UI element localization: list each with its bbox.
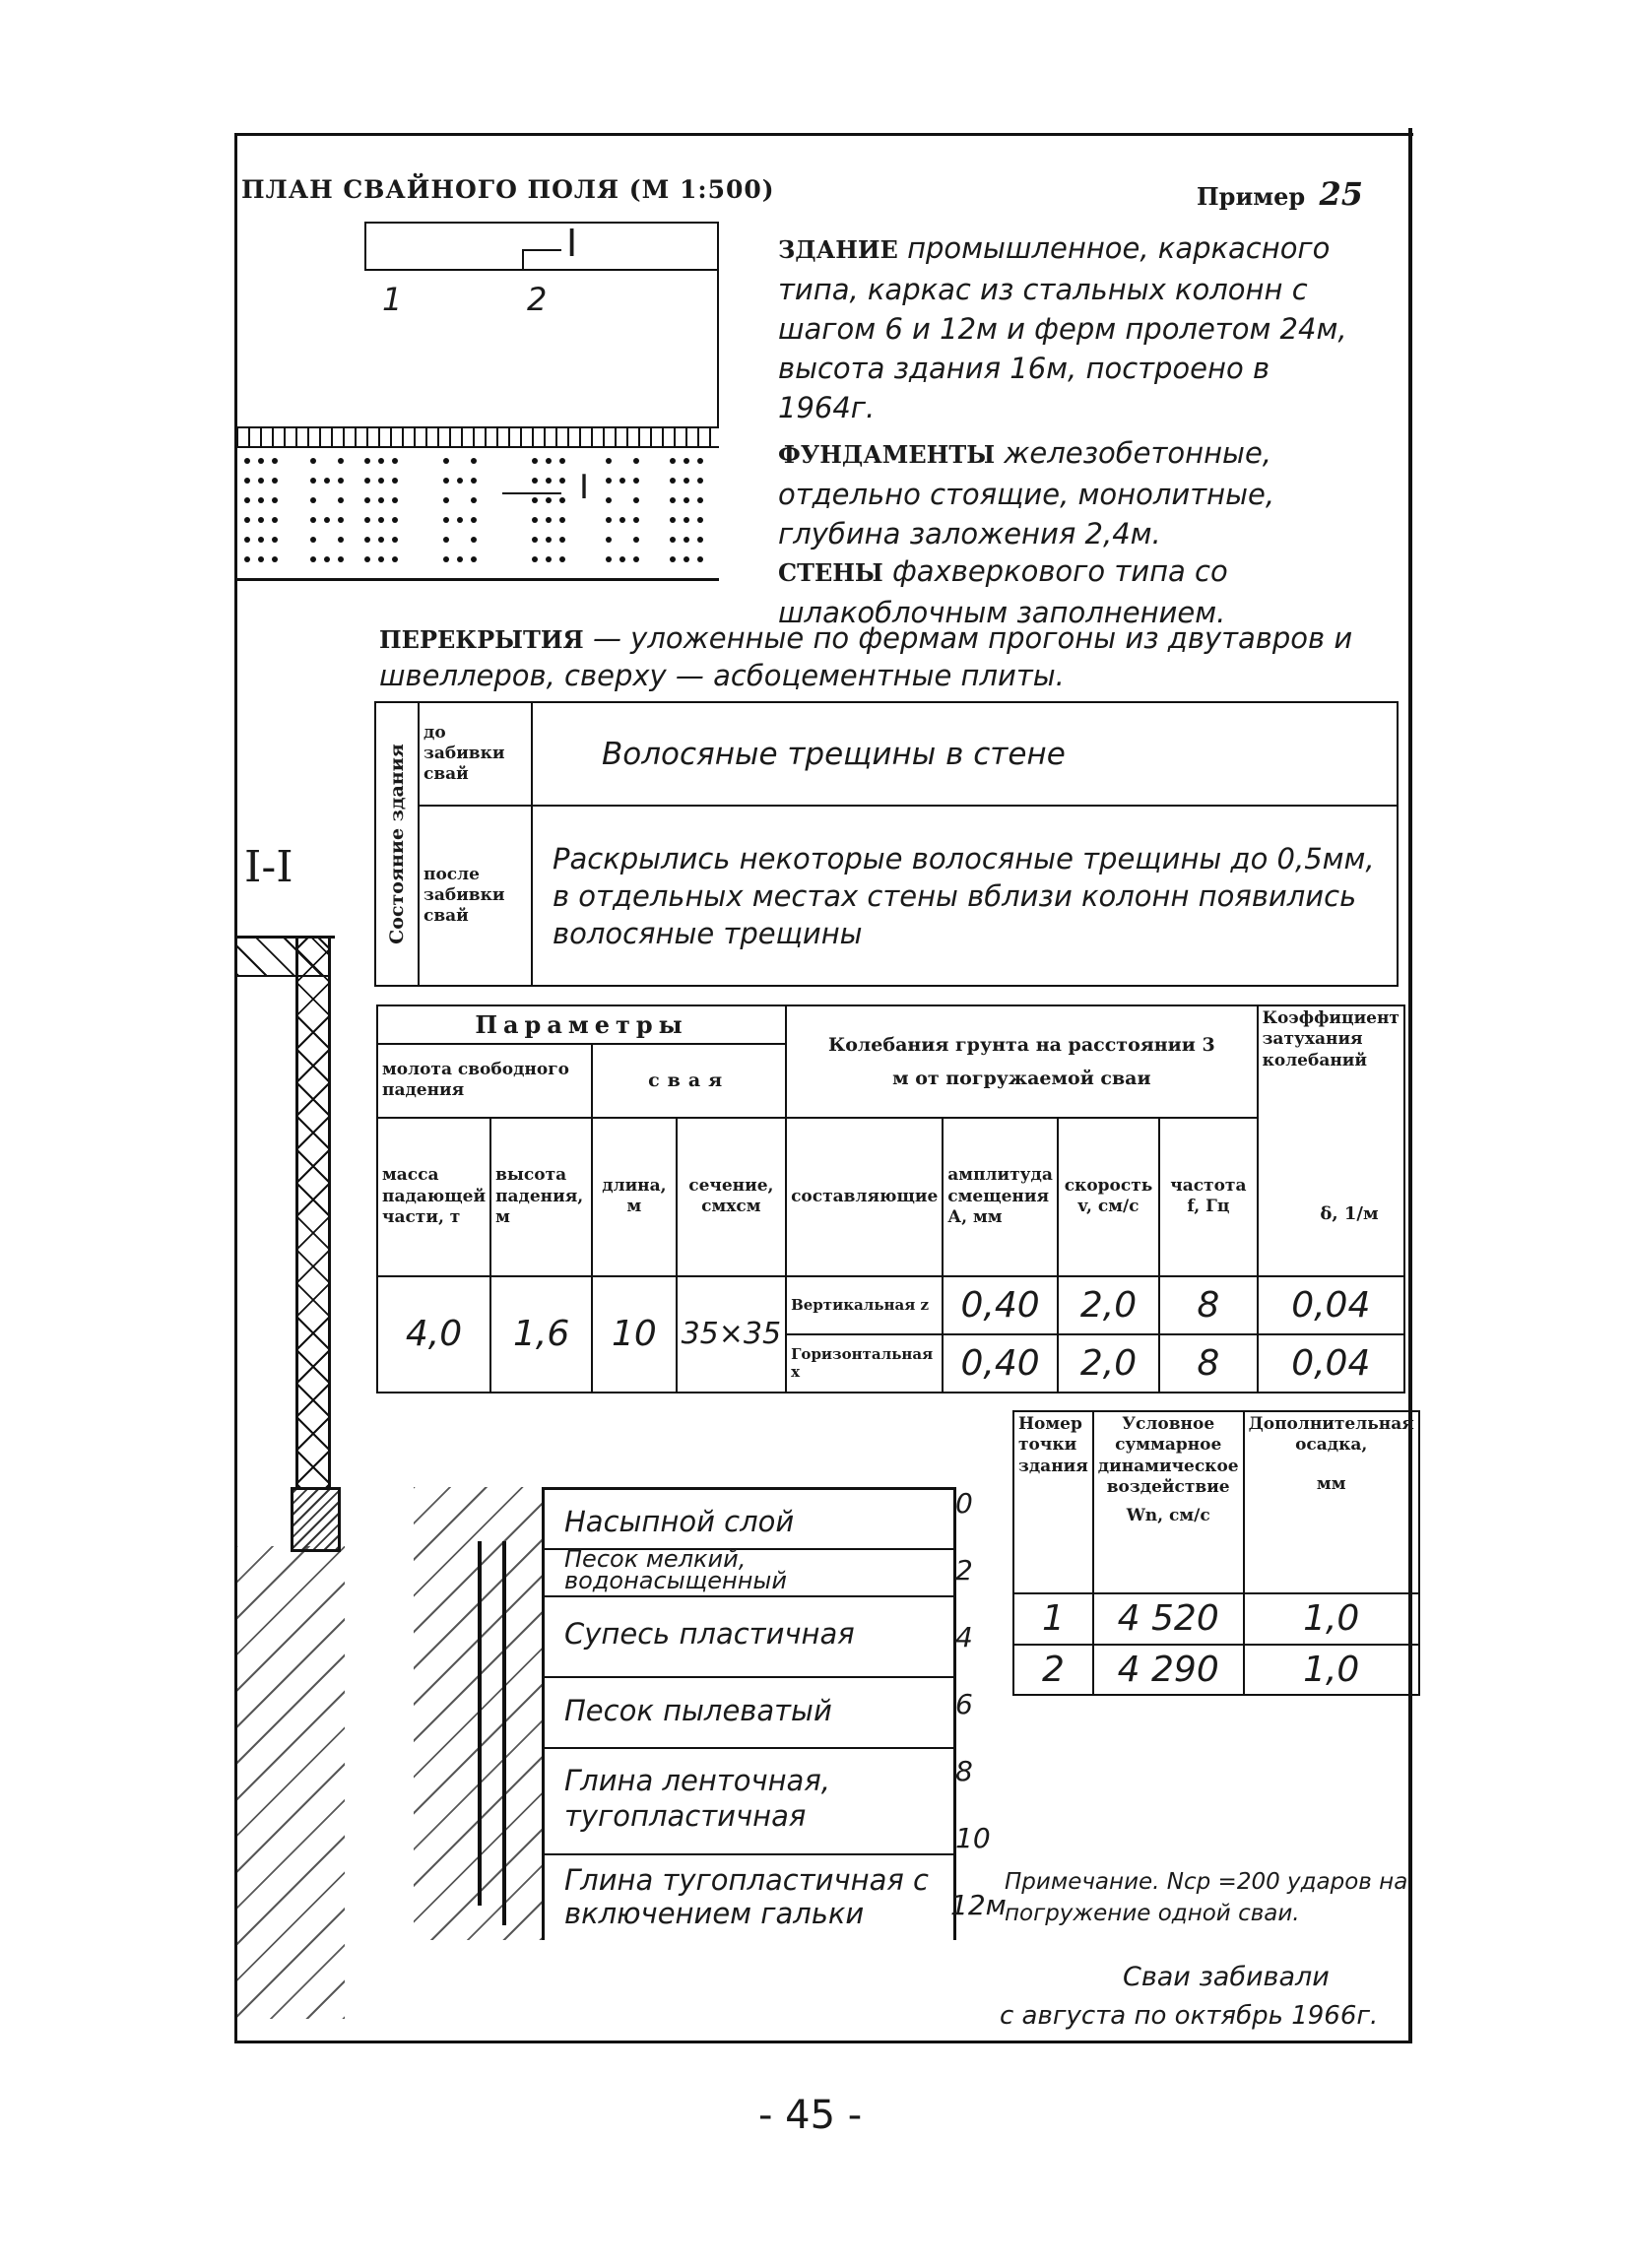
pile-dot bbox=[546, 478, 552, 484]
pile-dot bbox=[532, 517, 538, 523]
soil-layer-4: Песок пылеватый bbox=[564, 1694, 832, 1727]
depth-4: 4 bbox=[955, 1621, 973, 1653]
soil-layer-1: Насыпной слой bbox=[564, 1505, 795, 1538]
col-length: длина, м bbox=[592, 1118, 676, 1276]
pile-dot bbox=[338, 537, 344, 543]
pile-dot bbox=[559, 478, 565, 484]
pile-dot bbox=[244, 478, 250, 484]
col-impact-label: Условное суммарное динамическое воздействие bbox=[1097, 1414, 1239, 1497]
frequency-horizontal: 8 bbox=[1159, 1334, 1257, 1393]
soil-line-0 bbox=[545, 1487, 953, 1490]
col-point: Номер точки здания bbox=[1013, 1411, 1093, 1593]
col-amplitude: амплитуда смещения А, мм bbox=[943, 1118, 1058, 1276]
pile-dot bbox=[606, 458, 612, 464]
plan-bottom-line bbox=[236, 578, 719, 581]
pile-dot bbox=[378, 556, 384, 562]
pile-dot bbox=[364, 478, 370, 484]
section-mark-top: I bbox=[566, 222, 578, 265]
col-settlement-unit: мм bbox=[1316, 1473, 1346, 1494]
pile-dot bbox=[670, 478, 676, 484]
pile-dot bbox=[697, 458, 703, 464]
soil-layer-2: Песок мелкий, водонасыщенный bbox=[564, 1545, 787, 1594]
driving-note-line1: Сваи забивали bbox=[1123, 1962, 1330, 1992]
pile-2 bbox=[502, 1541, 506, 1925]
delta-vertical: 0,04 bbox=[1258, 1276, 1404, 1334]
pile-dot bbox=[457, 517, 463, 523]
building-description bbox=[778, 228, 1369, 427]
soil-line-3 bbox=[545, 1676, 953, 1678]
section-arrow-line bbox=[522, 249, 561, 251]
pile-dot bbox=[546, 537, 552, 543]
pile-dot bbox=[697, 556, 703, 562]
frame-right-border bbox=[1408, 128, 1412, 2043]
pile-dot bbox=[378, 497, 384, 503]
pile-dot bbox=[258, 458, 264, 464]
pile-dot bbox=[378, 517, 384, 523]
pile-dot-field bbox=[236, 446, 719, 574]
height-value: 1,6 bbox=[490, 1276, 592, 1393]
pile-dot bbox=[532, 458, 538, 464]
pile-dot bbox=[606, 478, 612, 484]
pile-dot bbox=[457, 556, 463, 562]
condition-table bbox=[374, 701, 1399, 987]
velocity-horizontal: 2,0 bbox=[1058, 1334, 1159, 1393]
pile-dot bbox=[392, 556, 398, 562]
section-arrow-stem bbox=[522, 249, 524, 271]
pile-dot bbox=[364, 497, 370, 503]
pile-dot bbox=[532, 497, 538, 503]
component-horizontal: Горизонтальная x bbox=[786, 1334, 943, 1393]
depth-6: 6 bbox=[955, 1688, 973, 1720]
building-label: ЗДАНИЕ bbox=[778, 235, 898, 264]
plan-building-outline-right bbox=[717, 222, 719, 428]
frequency-vertical: 8 bbox=[1159, 1276, 1257, 1334]
pile-dot bbox=[443, 458, 449, 464]
driving-note-line2: с августа по октябрь 1966г. bbox=[1000, 2001, 1379, 2031]
pile-dot bbox=[471, 556, 477, 562]
pile-dot bbox=[697, 478, 703, 484]
amplitude-horizontal: 0,40 bbox=[943, 1334, 1058, 1393]
soil-profile bbox=[414, 1487, 1007, 1940]
pile-dot bbox=[606, 517, 612, 523]
section-soil-hatch bbox=[236, 1546, 345, 2019]
pile-dot bbox=[338, 458, 344, 464]
pile-dot bbox=[633, 517, 639, 523]
col-section: сечение, смxсм bbox=[677, 1118, 786, 1276]
pile-dot bbox=[392, 458, 398, 464]
col-impact bbox=[1093, 1411, 1244, 1593]
pile-dot bbox=[364, 537, 370, 543]
pile-dot bbox=[559, 497, 565, 503]
pile-dot bbox=[532, 537, 538, 543]
pile-dot bbox=[670, 458, 676, 464]
settlement-value-1: 1,0 bbox=[1244, 1593, 1419, 1644]
pile-dot bbox=[559, 537, 565, 543]
coef-header: Коэффициент затухания колебаний bbox=[1258, 1005, 1404, 1276]
pile-field-plan bbox=[236, 222, 729, 586]
pile-1 bbox=[478, 1541, 482, 1906]
depth-0: 0 bbox=[955, 1487, 973, 1520]
pile-dot bbox=[619, 478, 625, 484]
section-mark-bottom: I bbox=[579, 468, 590, 507]
pile-dot bbox=[633, 556, 639, 562]
soil-labels-column bbox=[542, 1487, 956, 1940]
pile-dot bbox=[338, 556, 344, 562]
pile-dot bbox=[684, 537, 689, 543]
pile-dot bbox=[364, 458, 370, 464]
col-impact-unit: Wn, см/с bbox=[1126, 1506, 1210, 1525]
foundations-label: ФУНДАМЕНТЫ bbox=[778, 440, 996, 469]
plan-axis-line bbox=[364, 269, 719, 271]
condition-after-text: Раскрылись некоторые волосяные трещины до 0,5мм, в отдельных местах стены вблизи колонн появились волосяные трещины bbox=[532, 806, 1398, 986]
pile-dot bbox=[670, 517, 676, 523]
pile-dot bbox=[606, 537, 612, 543]
pile-dot bbox=[392, 478, 398, 484]
pile-dot bbox=[471, 537, 477, 543]
plan-building-outline-left bbox=[364, 222, 366, 271]
pile-dot bbox=[272, 497, 278, 503]
pile-dot bbox=[258, 497, 264, 503]
pile-dot bbox=[324, 517, 330, 523]
pile-dot bbox=[443, 478, 449, 484]
pile-dot bbox=[606, 556, 612, 562]
plan-title: ПЛАН СВАЙНОГО ПОЛЯ (М 1:500) bbox=[241, 175, 775, 204]
amplitude-vertical: 0,40 bbox=[943, 1276, 1058, 1334]
pile-dot bbox=[378, 478, 384, 484]
pile-dot bbox=[559, 517, 565, 523]
pile-dot bbox=[272, 458, 278, 464]
pile-dot bbox=[443, 537, 449, 543]
condition-before-text: Волосяные трещины в стене bbox=[532, 702, 1398, 806]
section-footing bbox=[291, 1487, 341, 1552]
soil-layer-3: Супесь пластичная bbox=[564, 1617, 855, 1651]
example-label-group bbox=[1197, 175, 1363, 213]
pile-dot bbox=[697, 537, 703, 543]
pile-dot bbox=[324, 556, 330, 562]
pile-dot bbox=[532, 478, 538, 484]
delta-horizontal: 0,04 bbox=[1258, 1334, 1404, 1393]
pile-dot bbox=[310, 556, 316, 562]
pile-dot bbox=[272, 517, 278, 523]
impact-point-2: 2 bbox=[1013, 1645, 1093, 1695]
pile-dot bbox=[670, 556, 676, 562]
pile-dot bbox=[684, 556, 689, 562]
pile-dot bbox=[633, 478, 639, 484]
section-roof-truss bbox=[236, 936, 330, 977]
col-settlement bbox=[1244, 1411, 1419, 1593]
section-view-label: I-I bbox=[244, 842, 293, 892]
section-column-truss bbox=[295, 936, 331, 1487]
velocity-vertical: 2,0 bbox=[1058, 1276, 1159, 1334]
pile-dot bbox=[684, 497, 689, 503]
pile-dot bbox=[244, 517, 250, 523]
pile-dot bbox=[364, 556, 370, 562]
pile-dot bbox=[546, 517, 552, 523]
pile-dot bbox=[471, 458, 477, 464]
example-label: Пример bbox=[1197, 182, 1306, 211]
col-frequency: частота f, Гц bbox=[1159, 1118, 1257, 1276]
walls-label: СТЕНЫ bbox=[778, 558, 883, 587]
pile-dot bbox=[546, 556, 552, 562]
pile-dot bbox=[619, 556, 625, 562]
pile-dot bbox=[244, 458, 250, 464]
pile-dot bbox=[310, 537, 316, 543]
component-vertical: Вертикальная z bbox=[786, 1276, 943, 1334]
pile-dot bbox=[258, 537, 264, 543]
plan-marker-2: 2 bbox=[527, 281, 548, 318]
pile-dot bbox=[559, 458, 565, 464]
floors-description bbox=[379, 620, 1394, 693]
pile-dot bbox=[310, 458, 316, 464]
pile-dot bbox=[684, 458, 689, 464]
pile-dot bbox=[619, 517, 625, 523]
hammer-header: молота свободного падения bbox=[377, 1044, 592, 1118]
example-number: 25 bbox=[1319, 175, 1364, 213]
condition-side-cell bbox=[375, 702, 419, 986]
pile-dot bbox=[684, 478, 689, 484]
pile-dot bbox=[606, 497, 612, 503]
frame-bottom-border bbox=[236, 2041, 1412, 2043]
pile-dot bbox=[364, 517, 370, 523]
params-header: Параметры bbox=[377, 1005, 786, 1044]
pile-dot bbox=[258, 556, 264, 562]
pile-dot bbox=[324, 478, 330, 484]
condition-after-label: после забивки свай bbox=[419, 806, 532, 986]
pile-dot bbox=[338, 497, 344, 503]
soil-line-4 bbox=[545, 1747, 953, 1749]
col-mass: масса падающей части, т bbox=[377, 1118, 490, 1276]
pile-dot bbox=[532, 556, 538, 562]
page-number: - 45 - bbox=[758, 2093, 863, 2138]
section-view-drawing bbox=[236, 906, 345, 2039]
impact-value-2: 4 290 bbox=[1093, 1645, 1244, 1695]
pile-dot bbox=[258, 478, 264, 484]
pile-dot bbox=[697, 517, 703, 523]
pile-dot bbox=[559, 556, 565, 562]
pile-dot bbox=[392, 537, 398, 543]
soil-layer-6: Глина тугопластичная с включением гальки bbox=[564, 1863, 929, 1930]
plan-building-outline-top bbox=[364, 222, 719, 224]
wall-hatch-strip bbox=[236, 426, 719, 448]
condition-side-label: Состояние здания bbox=[386, 744, 408, 944]
walls-text: фахверкового типа со шлакоблочным заполнением. bbox=[778, 554, 1228, 629]
depth-8: 8 bbox=[955, 1755, 973, 1787]
pile-dot bbox=[670, 497, 676, 503]
pile-dot bbox=[378, 537, 384, 543]
mass-value: 4,0 bbox=[377, 1276, 490, 1393]
settlement-value-2: 1,0 bbox=[1244, 1645, 1419, 1695]
oscillation-header: Колебания грунта на расстоянии 3 м от погружаемой сваи bbox=[786, 1005, 1258, 1118]
plan-section-line bbox=[502, 492, 561, 494]
pile-dot bbox=[443, 556, 449, 562]
pile-dot bbox=[310, 478, 316, 484]
col-component: составляющие bbox=[786, 1118, 943, 1276]
pile-dot bbox=[272, 478, 278, 484]
plan-marker-1: 1 bbox=[382, 281, 403, 318]
soil-line-5 bbox=[545, 1853, 953, 1855]
pile-dot bbox=[244, 537, 250, 543]
pile-dot bbox=[633, 537, 639, 543]
pile-dot bbox=[471, 517, 477, 523]
col-settlement-label: Дополнительная осадка, bbox=[1248, 1414, 1414, 1456]
pile-dot bbox=[244, 497, 250, 503]
soil-line-2 bbox=[545, 1595, 953, 1597]
pile-dot bbox=[378, 458, 384, 464]
depth-2: 2 bbox=[955, 1554, 973, 1587]
pile-dot bbox=[244, 556, 250, 562]
foundations-text: железобетонные, отдельно стоящие, монолитные, глубина заложения 2,4м. bbox=[778, 436, 1275, 551]
pile-dot bbox=[392, 497, 398, 503]
building-text: промышленное, каркасного типа, каркас из стальных колонн с шагом 6 и 12м и ферм пролетом 24м, высота здания 16м, построено в 1964г. bbox=[778, 231, 1347, 424]
pile-dot bbox=[546, 497, 552, 503]
note-text: Примечание. Nср =200 ударов на погружение одной сваи. bbox=[1005, 1869, 1408, 1926]
pile-dot bbox=[258, 517, 264, 523]
delta-column-label: δ, 1/м bbox=[1320, 1203, 1379, 1224]
pile-dot bbox=[443, 517, 449, 523]
pile-dot bbox=[338, 517, 344, 523]
pile-header: свая bbox=[592, 1044, 786, 1118]
frame-top-border bbox=[236, 133, 1413, 136]
pile-dot bbox=[546, 458, 552, 464]
pile-dot bbox=[697, 497, 703, 503]
col-height: высота падения, м bbox=[490, 1118, 592, 1276]
pile-dot bbox=[633, 497, 639, 503]
floors-text: — уложенные по фермам прогоны из двутавров и швеллеров, сверху — асбоцементные плиты. bbox=[379, 621, 1353, 692]
pile-dot bbox=[471, 478, 477, 484]
pile-dot bbox=[471, 497, 477, 503]
foundations-description bbox=[778, 433, 1369, 553]
impact-table bbox=[1012, 1410, 1420, 1696]
pile-dot bbox=[310, 517, 316, 523]
pile-dot bbox=[443, 497, 449, 503]
section-value: 35×35 bbox=[677, 1276, 786, 1393]
pile-dot bbox=[392, 517, 398, 523]
pile-dot bbox=[684, 517, 689, 523]
floors-label: ПЕРЕКРЫТИЯ bbox=[379, 625, 584, 654]
pile-dot bbox=[457, 478, 463, 484]
pile-dot bbox=[310, 497, 316, 503]
impact-point-1: 1 bbox=[1013, 1593, 1093, 1644]
pile-dot bbox=[633, 458, 639, 464]
pile-dot bbox=[272, 537, 278, 543]
pile-dot bbox=[670, 537, 676, 543]
parameters-table bbox=[376, 1004, 1405, 1393]
soil-layer-5: Глина ленточная, тугопластичная bbox=[564, 1764, 830, 1833]
length-value: 10 bbox=[592, 1276, 676, 1393]
impact-value-1: 4 520 bbox=[1093, 1593, 1244, 1644]
depth-12: 12м bbox=[950, 1889, 1007, 1921]
depth-10: 10 bbox=[955, 1822, 991, 1854]
condition-before-label: до забивки свай bbox=[419, 702, 532, 806]
col-velocity: скорость v, см/с bbox=[1058, 1118, 1159, 1276]
pile-dot bbox=[272, 556, 278, 562]
pile-dot bbox=[338, 478, 344, 484]
